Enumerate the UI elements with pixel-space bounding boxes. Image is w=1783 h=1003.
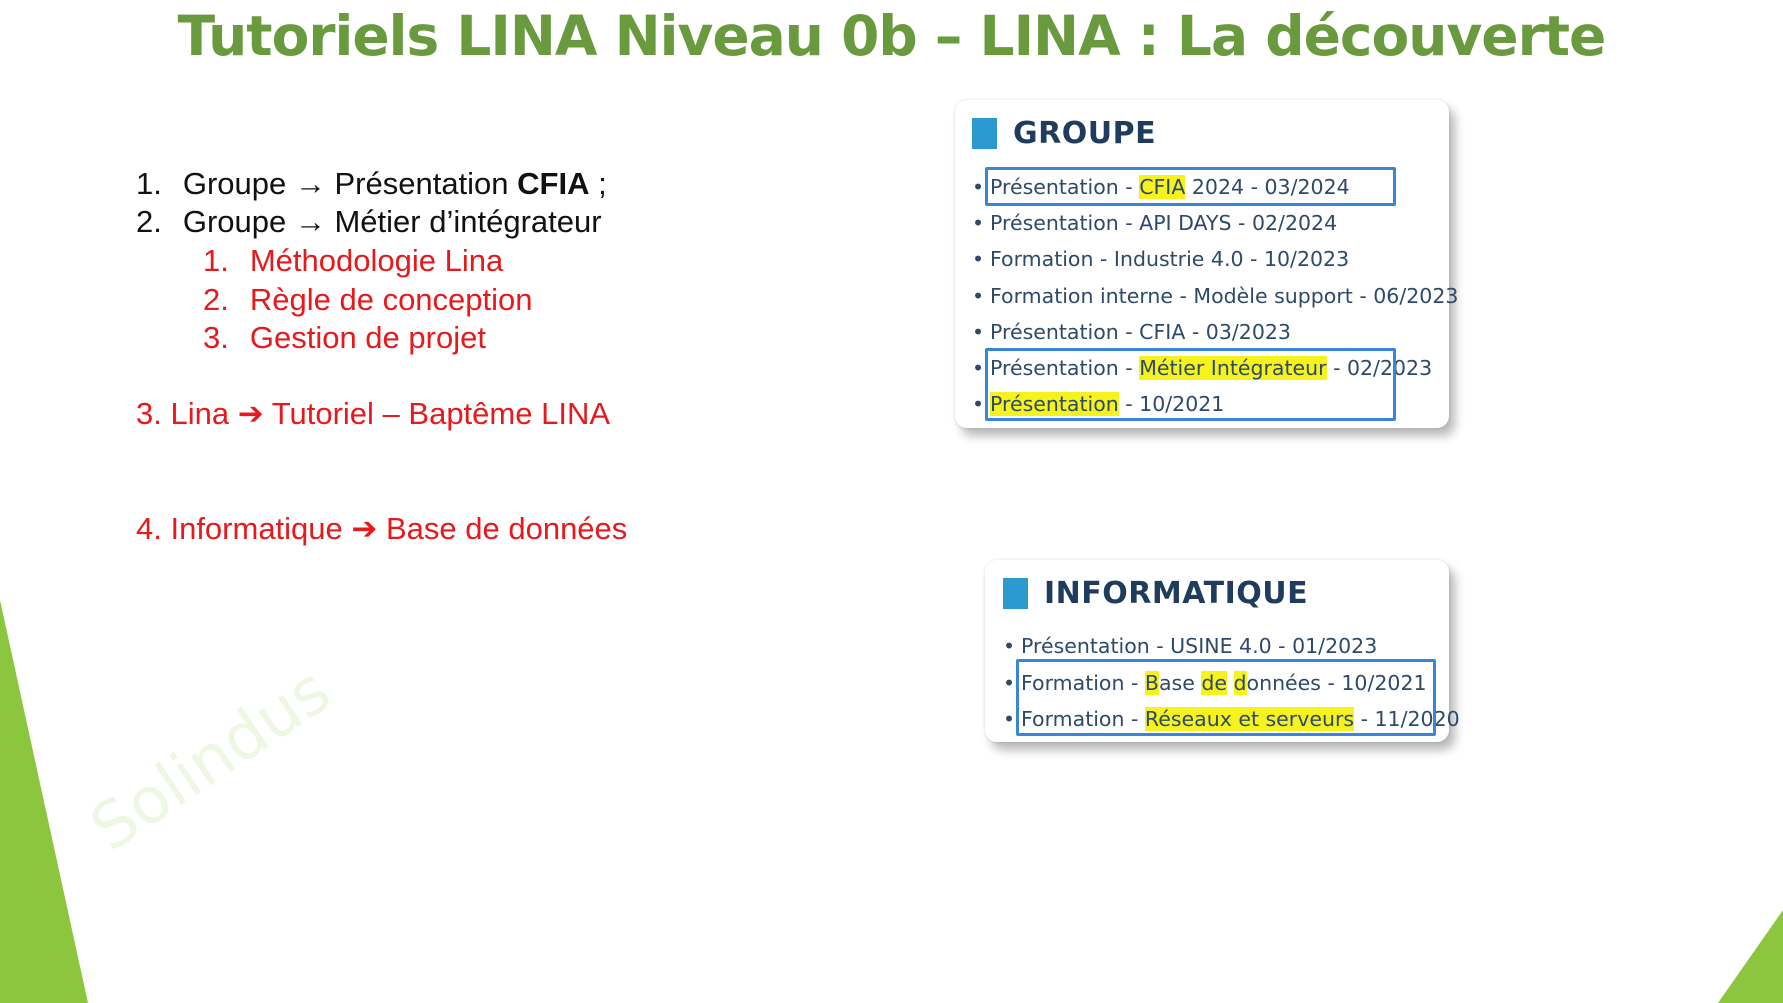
section-square-icon	[1003, 578, 1028, 609]
outline-item-2-num: 2.	[136, 204, 162, 239]
outline-subitem-1-text: Méthodologie Lina	[249, 243, 504, 278]
outline-item-1-post: ;	[589, 166, 607, 201]
highlighted-text: CFIA	[1139, 175, 1186, 199]
bullet-icon: •	[972, 283, 985, 308]
bullet-icon: •	[972, 247, 985, 272]
highlighted-text: Réseaux et serveurs	[1144, 707, 1355, 731]
list-item-text: Formation - Industrie 4.0 - 10/2023	[990, 247, 1350, 272]
list-item-text: Présentation - API DAYS - 02/2024	[990, 211, 1338, 236]
section-square-icon	[972, 118, 997, 149]
list-item-text: Formation interne - Modèle support - 06/2023	[990, 283, 1459, 308]
watermark: Solindus	[78, 653, 344, 867]
list-item[interactable]	[972, 318, 1291, 346]
bullet-icon: •	[972, 175, 985, 199]
outline-subitem-3-text: Gestion de projet	[249, 320, 486, 355]
list-item-text: Présentation - CFIA - 03/2023	[990, 319, 1291, 344]
list-item-text: Présentation -	[990, 175, 1140, 199]
list-item[interactable]	[972, 282, 1458, 310]
list-item[interactable]	[972, 209, 1337, 237]
list-item-text: - 02/2023	[1326, 356, 1433, 380]
groupe-header	[972, 116, 1156, 151]
list-item-text: 2024 - 03/2024	[1185, 175, 1350, 199]
bullet-icon: •	[972, 356, 985, 380]
outline-item-1-num: 1.	[136, 166, 162, 201]
outline-item-2-text: Groupe → Métier d’intégrateur	[182, 204, 602, 239]
groupe-panel	[955, 100, 1459, 428]
bullet-icon: •	[972, 319, 985, 344]
informatique-panel	[985, 560, 1460, 742]
highlighted-text: d	[1233, 670, 1247, 695]
outline-item-4: 4. Informatique ➔ Base de données	[136, 511, 628, 546]
list-item-text: Formation -	[1021, 670, 1145, 695]
bullet-icon: •	[1003, 670, 1016, 695]
outline-item-1-bold: CFIA	[517, 166, 590, 201]
list-item-text: - 11/2020	[1354, 707, 1460, 731]
outline-subitem-3	[203, 320, 486, 356]
decor-triangle-left	[0, 600, 88, 1003]
list-item-text: Présentation - USINE 4.0 - 01/2023	[1021, 634, 1378, 658]
list-item-text: Présentation -	[990, 356, 1140, 380]
informatique-header	[1003, 576, 1308, 611]
highlighted-text: de	[1201, 670, 1227, 695]
highlight-box-metier	[985, 348, 1396, 421]
bullet-icon: •	[1003, 707, 1016, 731]
bullet-icon: •	[972, 211, 985, 236]
outline-item-3: 3. Lina ➔ Tutoriel – Baptême LINA	[136, 396, 611, 431]
outline-subitem-2-num: 2.	[203, 282, 229, 317]
highlighted-text: Métier Intégrateur	[1139, 356, 1327, 380]
groupe-title: GROUPE	[1013, 116, 1157, 151]
bullet-icon: •	[972, 392, 985, 417]
bullet-icon: •	[1003, 634, 1016, 658]
outline-item-1	[136, 166, 607, 202]
list-item-text: onnées - 10/2021	[1246, 670, 1427, 695]
outline-subitem-1-num: 1.	[203, 243, 229, 278]
highlight-box-formation	[1016, 659, 1436, 736]
informatique-title: INFORMATIQUE	[1044, 576, 1309, 611]
outline-item-1-pre: Groupe → Présentation	[182, 166, 518, 201]
highlight-box-cfia	[985, 167, 1396, 206]
highlighted-text: B	[1144, 670, 1159, 695]
list-item-text: ase	[1158, 670, 1202, 695]
list-item-text: - 10/2021	[1118, 392, 1225, 417]
outline-subitem-1	[203, 243, 503, 279]
list-item-text: Formation -	[1021, 707, 1145, 731]
slide-title: Tutoriels LINA Niveau 0b – LINA : La découverte	[177, 4, 1606, 68]
highlighted-text: Présentation	[990, 392, 1119, 417]
list-item[interactable]	[972, 245, 1349, 273]
outline-subitem-2-text: Règle de conception	[249, 282, 533, 317]
outline-item-2	[136, 204, 602, 240]
list-item[interactable]	[1003, 632, 1377, 660]
outline-subitem-2	[203, 282, 533, 318]
decor-triangle-right	[1718, 910, 1783, 1003]
outline-subitem-3-num: 3.	[203, 320, 229, 355]
